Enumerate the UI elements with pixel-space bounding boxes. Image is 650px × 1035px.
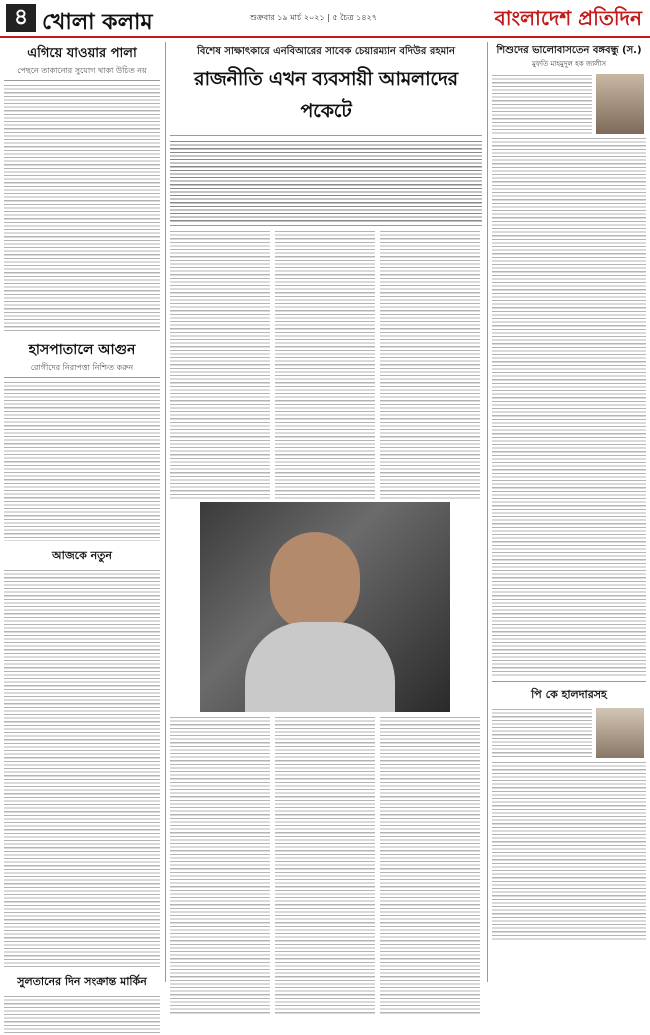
right-rule <box>492 681 646 682</box>
page-header <box>0 0 650 38</box>
left-column <box>4 42 160 1035</box>
interviewee-photo <box>200 502 450 712</box>
article-lead-right-2 <box>492 708 592 758</box>
section-title: খোলা কলাম <box>42 10 153 35</box>
article-body-right-2 <box>492 761 646 941</box>
body-column-3 <box>380 230 480 500</box>
editorial-title-1: এগিয়ে যাওয়ার পালা <box>27 46 137 61</box>
body-columns-lower <box>170 716 482 1016</box>
body-column-4 <box>170 716 270 1016</box>
article-body-4 <box>4 995 160 1035</box>
article-body-3 <box>4 569 160 969</box>
author-photo <box>596 74 644 134</box>
kicker: বিশেষ সাক্ষাৎকারে এনবিআরের সাবেক চেয়ারম্যান বদিউর রহমান <box>196 46 455 57</box>
body-columns <box>170 230 482 500</box>
article-title-right-1: শিশুদের ভালোবাসতেন বঙ্গবন্ধু (স.) <box>496 45 642 56</box>
editorial-subtitle-2: রোগীদের নিরাপত্তা নিশ্চিত করুন <box>4 362 160 378</box>
page-number: ৪ <box>6 4 36 32</box>
right-column <box>492 42 646 941</box>
newspaper-logo: বাংলাদেশ প্রতিদিন <box>494 6 642 30</box>
dateline: শুক্রবার ১৯ মার্চ ২০২১ | ৫ চৈত্র ১৪২৭ <box>250 13 377 22</box>
headline-rule <box>170 135 482 136</box>
body-column-1 <box>170 230 270 500</box>
article-title-right-2: পি কে হালদারসহ <box>531 688 607 701</box>
author-photo-2 <box>596 708 644 758</box>
article-body-right-1 <box>492 137 646 677</box>
author-block-2 <box>492 708 646 758</box>
main-headline: রাজনীতি এখন ব্যবসায়ী আমলাদের পকেটে <box>194 68 458 122</box>
intro-text <box>170 140 482 222</box>
editorial-body-1 <box>4 84 160 332</box>
editorial-subtitle-1: পেছনে তাকানোর সুযোগ থাকা উচিত নয় <box>4 65 160 81</box>
body-column-5 <box>275 716 375 1016</box>
editorial-body-2 <box>4 381 160 541</box>
article-title-3: আজকে নতুন <box>51 549 112 562</box>
article-title-4: সুলতানের দিন সংক্রান্ত মার্কিন <box>17 975 147 988</box>
column-divider <box>487 42 488 982</box>
byline-right-1: মুফতি মাহমুদুল হক জালীস <box>531 60 607 68</box>
column-divider <box>165 42 166 982</box>
intro-rule <box>170 225 482 226</box>
author-block <box>492 74 646 134</box>
body-column-6 <box>380 716 480 1016</box>
photo-face <box>270 532 360 632</box>
body-column-2 <box>275 230 375 500</box>
main-article <box>170 42 482 1016</box>
editorial-title-2: হাসপাতালে আগুন <box>28 342 136 358</box>
article-lead-right-1 <box>492 74 592 134</box>
photo-shirt <box>245 622 395 712</box>
